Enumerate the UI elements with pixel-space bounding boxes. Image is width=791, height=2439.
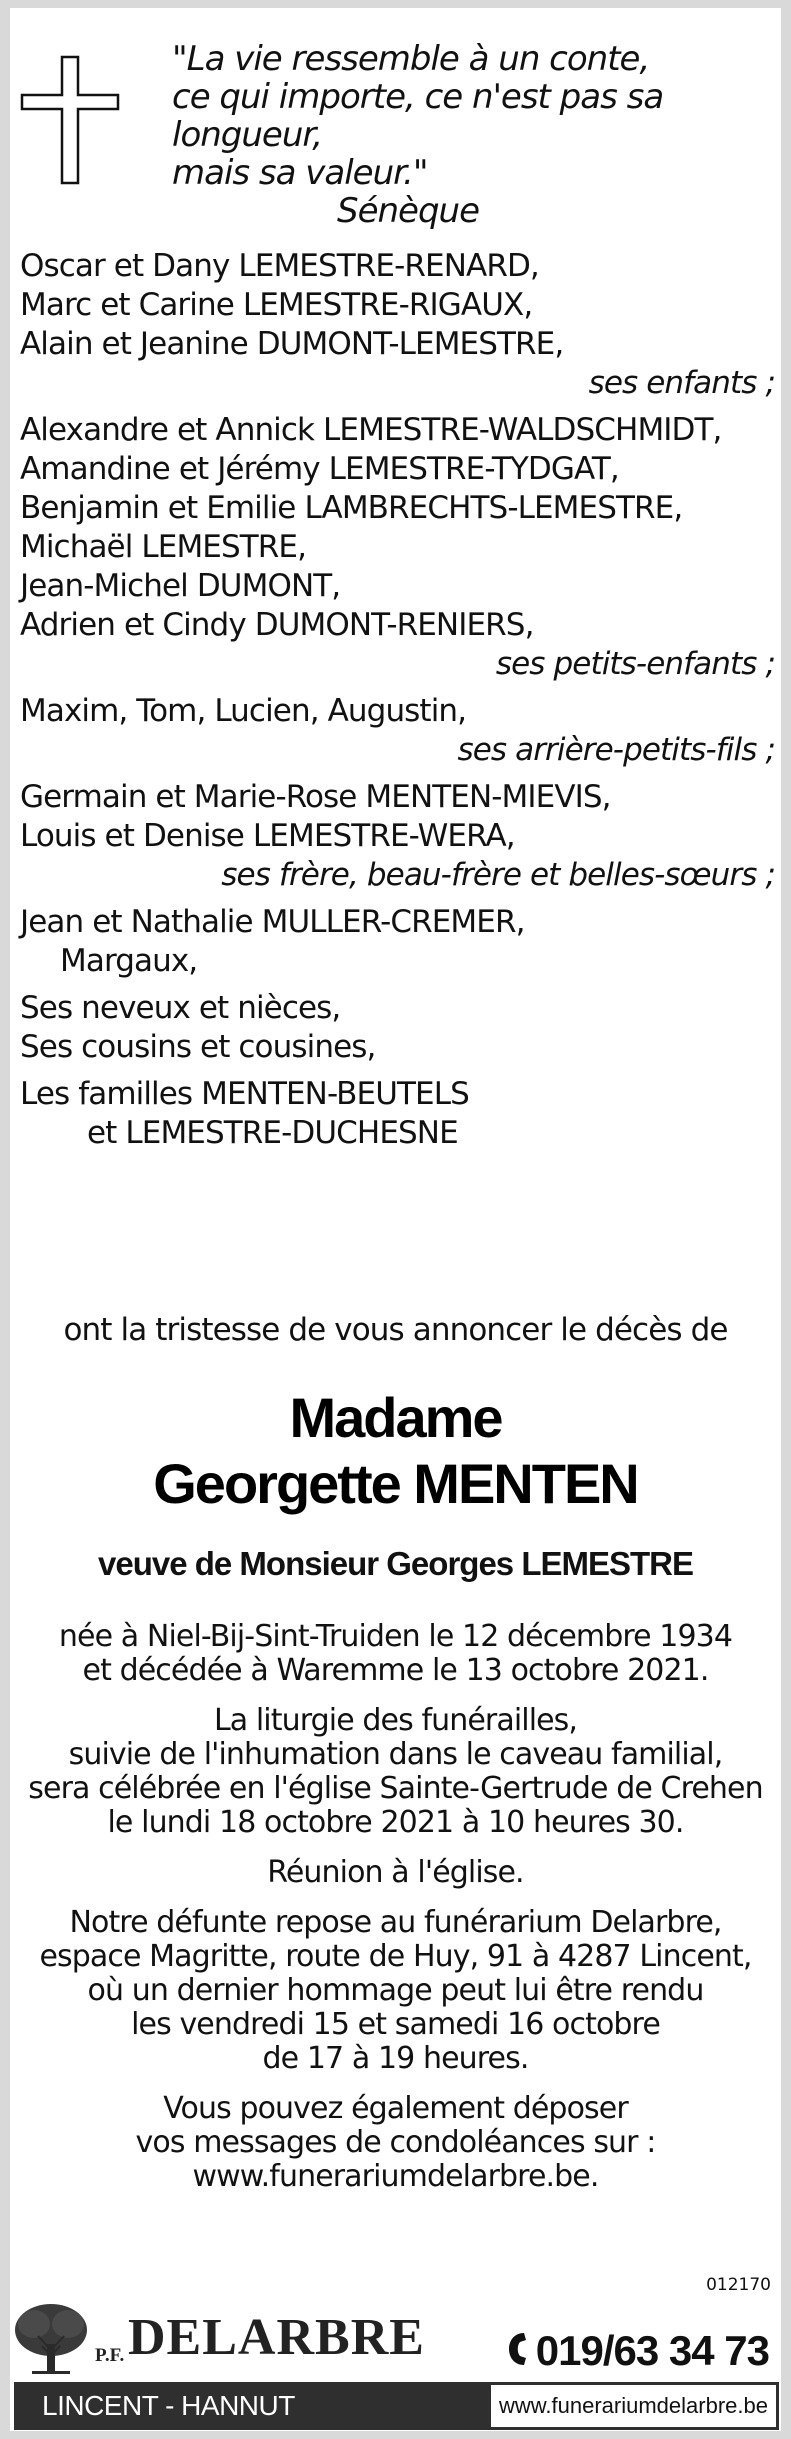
meeting-paragraph bbox=[0, 1856, 791, 1890]
detail-line: née à Niel-Bij-Sint-Truiden le 12 décembre 1934 bbox=[58, 1619, 733, 1654]
visitation-paragraph bbox=[0, 1906, 791, 2076]
family-member: Benjamin et Emilie LAMBRECHTS-LEMESTRE, bbox=[20, 490, 683, 526]
family-member: Jean et Nathalie MULLER-CREMER, bbox=[20, 904, 525, 940]
footer-website-link[interactable]: www.funerariumdelarbre.be bbox=[491, 2385, 776, 2427]
family-member: Margaux, bbox=[60, 943, 198, 979]
family-member: Jean-Michel DUMONT, bbox=[20, 568, 341, 604]
birth-death-paragraph bbox=[0, 1620, 791, 1688]
cross-icon bbox=[20, 55, 120, 185]
quote-line: "La vie ressemble à un conte, bbox=[172, 39, 650, 79]
family-list bbox=[20, 247, 775, 1153]
detail-line: Vous pouvez également déposer bbox=[163, 2091, 628, 2126]
ceremony-paragraph bbox=[0, 1704, 791, 1840]
tree-logo-icon bbox=[12, 2300, 90, 2375]
detail-line: et décédée à Waremme le 13 octobre 2021. bbox=[82, 1653, 709, 1688]
detail-line: Notre défunte repose au funérarium Delarbre, bbox=[69, 1905, 722, 1940]
family-member: Michaël LEMESTRE, bbox=[20, 529, 307, 565]
page-border-top bbox=[0, 0, 791, 8]
widow-of: veuve de Monsieur Georges LEMESTRE bbox=[98, 1545, 693, 1582]
family-role-siblings: ses frère, beau-frère et belles-sœurs ; bbox=[221, 857, 775, 893]
detail-line: La liturgie des funérailles, bbox=[213, 1703, 578, 1738]
family-member: Alain et Jeanine DUMONT-LEMESTRE, bbox=[20, 326, 564, 362]
family-member: Ses neveux et nièces, bbox=[20, 990, 341, 1026]
family-member: Maxim, Tom, Lucien, Augustin, bbox=[20, 693, 467, 729]
phone-text: 019/63 34 73 bbox=[535, 2327, 769, 2374]
deceased-name-block bbox=[0, 1385, 791, 1517]
family-member: Marc et Carine LEMESTRE-RIGAUX, bbox=[20, 287, 533, 323]
family-member: Ses cousins et cousines, bbox=[20, 1029, 376, 1065]
family-member: Alexandre et Annick LEMESTRE-WALDSCHMIDT, bbox=[20, 412, 722, 448]
detail-line: où un dernier hommage peut lui être rendu bbox=[87, 1973, 704, 2008]
quote-line: mais sa valeur." bbox=[172, 153, 428, 193]
brand-name: DELARBRE bbox=[128, 2309, 425, 2366]
page-border-bottom bbox=[0, 2431, 791, 2439]
detail-line: sera célébrée en l'église Sainte-Gertrude de Crehen bbox=[28, 1771, 763, 1806]
detail-line: suivie de l'inhumation dans le caveau familial, bbox=[68, 1737, 723, 1772]
detail-line: espace Magritte, route de Huy, 91 à 4287 Lincent, bbox=[39, 1939, 752, 1974]
family-member: et LEMESTRE-DUCHESNE bbox=[87, 1115, 458, 1151]
family-member: Les familles MENTEN-BEUTELS bbox=[20, 1076, 469, 1112]
condolences-paragraph bbox=[0, 2092, 791, 2194]
announcement: ont la tristesse de vous annoncer le décès de bbox=[63, 1312, 728, 1348]
footer-bar bbox=[14, 2382, 779, 2430]
pf-label: P.F. bbox=[95, 2345, 125, 2366]
deceased-title: Madame bbox=[289, 1386, 502, 1449]
reference-number: 012170 bbox=[706, 2275, 771, 2295]
family-role-children: ses enfants ; bbox=[588, 365, 775, 401]
phone-icon bbox=[504, 2329, 532, 2369]
detail-line: vos messages de condoléances sur : bbox=[135, 2125, 656, 2160]
phone-number bbox=[504, 2327, 769, 2375]
detail-line: les vendredi 15 et samedi 16 octobre bbox=[131, 2007, 660, 2042]
family-member: Amandine et Jérémy LEMESTRE-TYDGAT, bbox=[20, 451, 619, 487]
detail-line: de 17 à 19 heures. bbox=[262, 2041, 529, 2076]
details bbox=[0, 1620, 791, 2210]
quote bbox=[172, 40, 772, 230]
family-member: Adrien et Cindy DUMONT-RENIERS, bbox=[20, 607, 534, 643]
quote-author: Sénèque bbox=[337, 191, 480, 231]
footer-locations: LINCENT - HANNUT bbox=[42, 2390, 295, 2421]
detail-line: Réunion à l'église. bbox=[267, 1855, 524, 1890]
family-member: Germain et Marie-Rose MENTEN-MIEVIS, bbox=[20, 779, 611, 815]
quote-line: ce qui importe, ce n'est pas sa longueur, bbox=[172, 77, 664, 155]
family-role-grandchildren: ses petits-enfants ; bbox=[495, 646, 775, 682]
family-role-great-grandchildren: ses arrière-petits-fils ; bbox=[457, 732, 775, 768]
family-member: Louis et Denise LEMESTRE-WERA, bbox=[20, 818, 515, 854]
family-member: Oscar et Dany LEMESTRE-RENARD, bbox=[20, 248, 539, 284]
condolences-website: www.funerariumdelarbre.be. bbox=[192, 2159, 599, 2194]
detail-line: le lundi 18 octobre 2021 à 10 heures 30. bbox=[107, 1805, 684, 1840]
deceased-name: Georgette MENTEN bbox=[153, 1452, 638, 1515]
